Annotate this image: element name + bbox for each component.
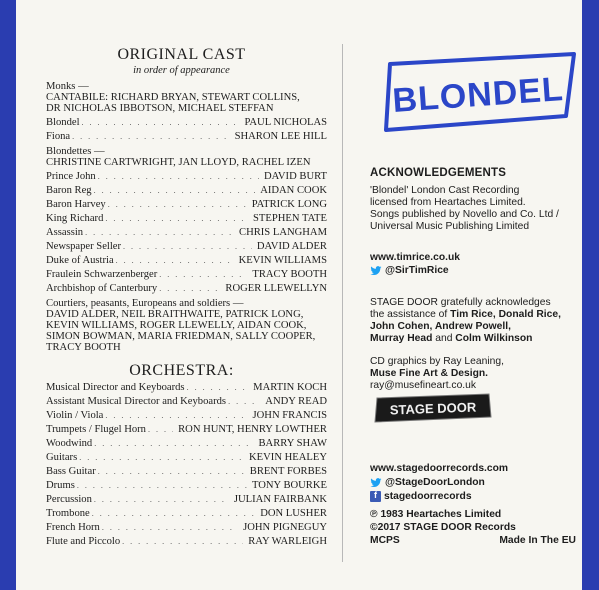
orchestra-row — [46, 465, 327, 478]
stagedoor-website-link[interactable]: www.stagedoorrecords.com — [370, 463, 509, 474]
thanks-line: STAGE DOOR gratefully acknowledges — [370, 297, 551, 308]
musician-name: KEVIN HEALEY — [249, 452, 327, 463]
graphics-email: ray@musefineart.co.uk — [370, 380, 477, 391]
cast-row — [46, 282, 327, 295]
cast-subtitle: in order of appearance — [133, 65, 230, 76]
cast-row — [46, 170, 327, 183]
actor-name: KEVIN WILLIAMS — [238, 255, 327, 266]
musician-name: BARRY SHAW — [258, 438, 327, 449]
instrument: Assistant Musical Director and Keyboards — [46, 396, 227, 407]
logo-wordmark: BLONDEL — [391, 70, 565, 120]
ack-line: licensed from Heartaches Limited. — [370, 197, 526, 208]
cast-row — [46, 116, 327, 129]
twitter-icon — [370, 266, 382, 276]
made-in-eu: Made In The EU — [499, 535, 576, 546]
courtiers-line: KEVIN WILLIAMS, ROGER LLEWELLY, AIDAN COOK, — [46, 320, 307, 331]
orchestra-heading: ORCHESTRA: — [129, 362, 234, 379]
orchestra-row — [46, 395, 327, 408]
orchestra-row — [46, 493, 327, 506]
stage-door-logo — [373, 393, 493, 423]
blondettes-line: CHRISTINE CARTWRIGHT, JAN LLOYD, RACHEL IZEN — [46, 157, 311, 168]
musician-name: TONY BOURKE — [251, 480, 327, 491]
stagedoor-twitter-link[interactable] — [370, 476, 485, 489]
cast-row — [46, 130, 327, 143]
monks-label: Monks — — [46, 81, 89, 92]
instrument: Guitars — [46, 452, 78, 463]
booklet-page — [16, 0, 582, 590]
footer-row — [370, 534, 576, 547]
role-name: Assassin — [46, 227, 84, 238]
role-name: Prince John — [46, 171, 96, 182]
orchestra-row — [46, 409, 327, 422]
musician-name: DON LUSHER — [260, 508, 327, 519]
graphics-credit: CD graphics by Ray Leaning, — [370, 356, 504, 367]
thanks-names: Murray Head — [370, 333, 433, 344]
ack-line: Songs published by Novello and Co. Ltd / — [370, 209, 559, 220]
courtiers-line: DAVID ALDER, NEIL BRAITHWAITE, PATRICK LONG, — [46, 309, 304, 320]
actor-name: STEPHEN TATE — [253, 213, 327, 224]
actor-name: CHRIS LANGHAM — [239, 227, 327, 238]
musician-name: BRENT FORBES — [249, 466, 327, 477]
instrument: French Horn — [46, 522, 100, 533]
cast-row — [46, 184, 327, 197]
cast-row — [46, 226, 327, 239]
timrice-twitter-link[interactable] — [370, 264, 449, 277]
musician-name: JOHN PIGNEGUY — [243, 522, 327, 533]
blondettes-label: Blondettes — — [46, 146, 105, 157]
musician-name: RAY WARLEIGH — [248, 536, 327, 547]
mcps-mark: MCPS — [370, 535, 400, 546]
orchestra-row — [46, 381, 327, 394]
musician-name: JULIAN FAIRBANK — [233, 494, 327, 505]
facebook-handle: stagedoorrecords — [384, 491, 472, 502]
twitter-handle: @StageDoorLondon — [385, 477, 485, 488]
timrice-website-link[interactable]: www.timrice.co.uk — [370, 252, 461, 263]
phonographic-copyright: ℗ 1983 Heartaches Limited — [370, 509, 502, 520]
cast-row — [46, 254, 327, 267]
monks-line: CANTABILE: RICHARD BRYAN, STEWART COLLINS, — [46, 92, 300, 103]
twitter-icon — [370, 478, 382, 488]
thanks-text: and — [432, 333, 456, 344]
orchestra-row — [46, 507, 327, 520]
ack-line: Universal Music Publishing Limited — [370, 221, 530, 232]
instrument: Bass Guitar — [46, 466, 96, 477]
musician-name: JOHN FRANCIS — [252, 410, 327, 421]
musician-name: RON HUNT, HENRY LOWTHER — [178, 424, 327, 435]
instrument: Trombone — [46, 508, 90, 519]
role-name: Baron Harvey — [46, 199, 106, 210]
actor-name: TRACY BOOTH — [252, 269, 327, 280]
instrument: Woodwind — [46, 438, 93, 449]
orchestra-row — [46, 521, 327, 534]
cast-row — [46, 268, 327, 281]
actor-name: DAVID ALDER — [256, 241, 327, 252]
graphics-studio: Muse Fine Art & Design. — [370, 368, 489, 379]
thanks-text: the assistance of — [370, 309, 451, 320]
orchestra-row — [46, 451, 327, 464]
stagedoor-facebook-link[interactable] — [370, 490, 472, 503]
orchestra-row — [46, 423, 327, 436]
instrument: Musical Director and Keyboards — [46, 382, 185, 393]
role-name: Fiona — [46, 131, 71, 142]
actor-name: PAUL NICHOLAS — [244, 117, 327, 128]
cast-row — [46, 198, 327, 211]
instrument: Violin / Viola — [46, 410, 104, 421]
role-name: Baron Reg — [46, 185, 92, 196]
musician-name: ANDY READ — [265, 396, 327, 407]
cast-row — [46, 212, 327, 225]
column-divider — [342, 44, 343, 562]
acknowledgements-heading: ACKNOWLEDGEMENTS — [370, 167, 507, 179]
actor-name: ROGER LLEWELLYN — [225, 283, 327, 294]
orchestra-row — [46, 535, 327, 548]
instrument: Flute and Piccolo — [46, 536, 121, 547]
role-name: Duke of Austria — [46, 255, 114, 266]
twitter-handle: @SirTimRice — [385, 265, 449, 276]
role-name: Blondel — [46, 117, 80, 128]
cast-row — [46, 240, 327, 253]
thanks-names: Colm Wilkinson — [455, 333, 533, 344]
blondel-logo — [370, 50, 580, 138]
courtiers-line: SIMON BOWMAN, MARIA FRIEDMAN, SALLY COOPER, — [46, 331, 316, 342]
role-name: Archbishop of Canterbury — [46, 283, 158, 294]
role-name: Fraulein Schwarzenberger — [46, 269, 158, 280]
role-name: Newspaper Seller — [46, 241, 122, 252]
actor-name: PATRICK LONG — [251, 199, 327, 210]
facebook-icon: f — [370, 491, 381, 502]
instrument: Trumpets / Flugel Horn — [46, 424, 146, 435]
monks-line: DR NICHOLAS IBBOTSON, MICHAEL STEFFAN — [46, 103, 274, 114]
instrument: Drums — [46, 480, 75, 491]
thanks-names: John Cohen, Andrew Powell, — [370, 321, 511, 332]
actor-name: DAVID BURT — [263, 171, 327, 182]
actor-name: AIDAN COOK — [260, 185, 327, 196]
instrument: Percussion — [46, 494, 92, 505]
thanks-names: Tim Rice, Donald Rice, — [450, 309, 561, 320]
actor-name: SHARON LEE HILL — [234, 131, 327, 142]
copyright-line: ©2017 STAGE DOOR Records — [370, 522, 516, 533]
role-name: King Richard — [46, 213, 104, 224]
courtiers-label: Courtiers, peasants, Europeans and soldiers — — [46, 298, 244, 309]
original-cast-heading: ORIGINAL CAST — [117, 46, 246, 63]
thanks-line — [370, 332, 532, 345]
ack-line: 'Blondel' London Cast Recording — [370, 185, 520, 196]
orchestra-row — [46, 437, 327, 450]
orchestra-row — [46, 479, 327, 492]
courtiers-line: TRACY BOOTH — [46, 342, 121, 353]
musician-name: MARTIN KOCH — [253, 382, 327, 393]
stage-door-wordmark: STAGE DOOR — [389, 399, 477, 418]
